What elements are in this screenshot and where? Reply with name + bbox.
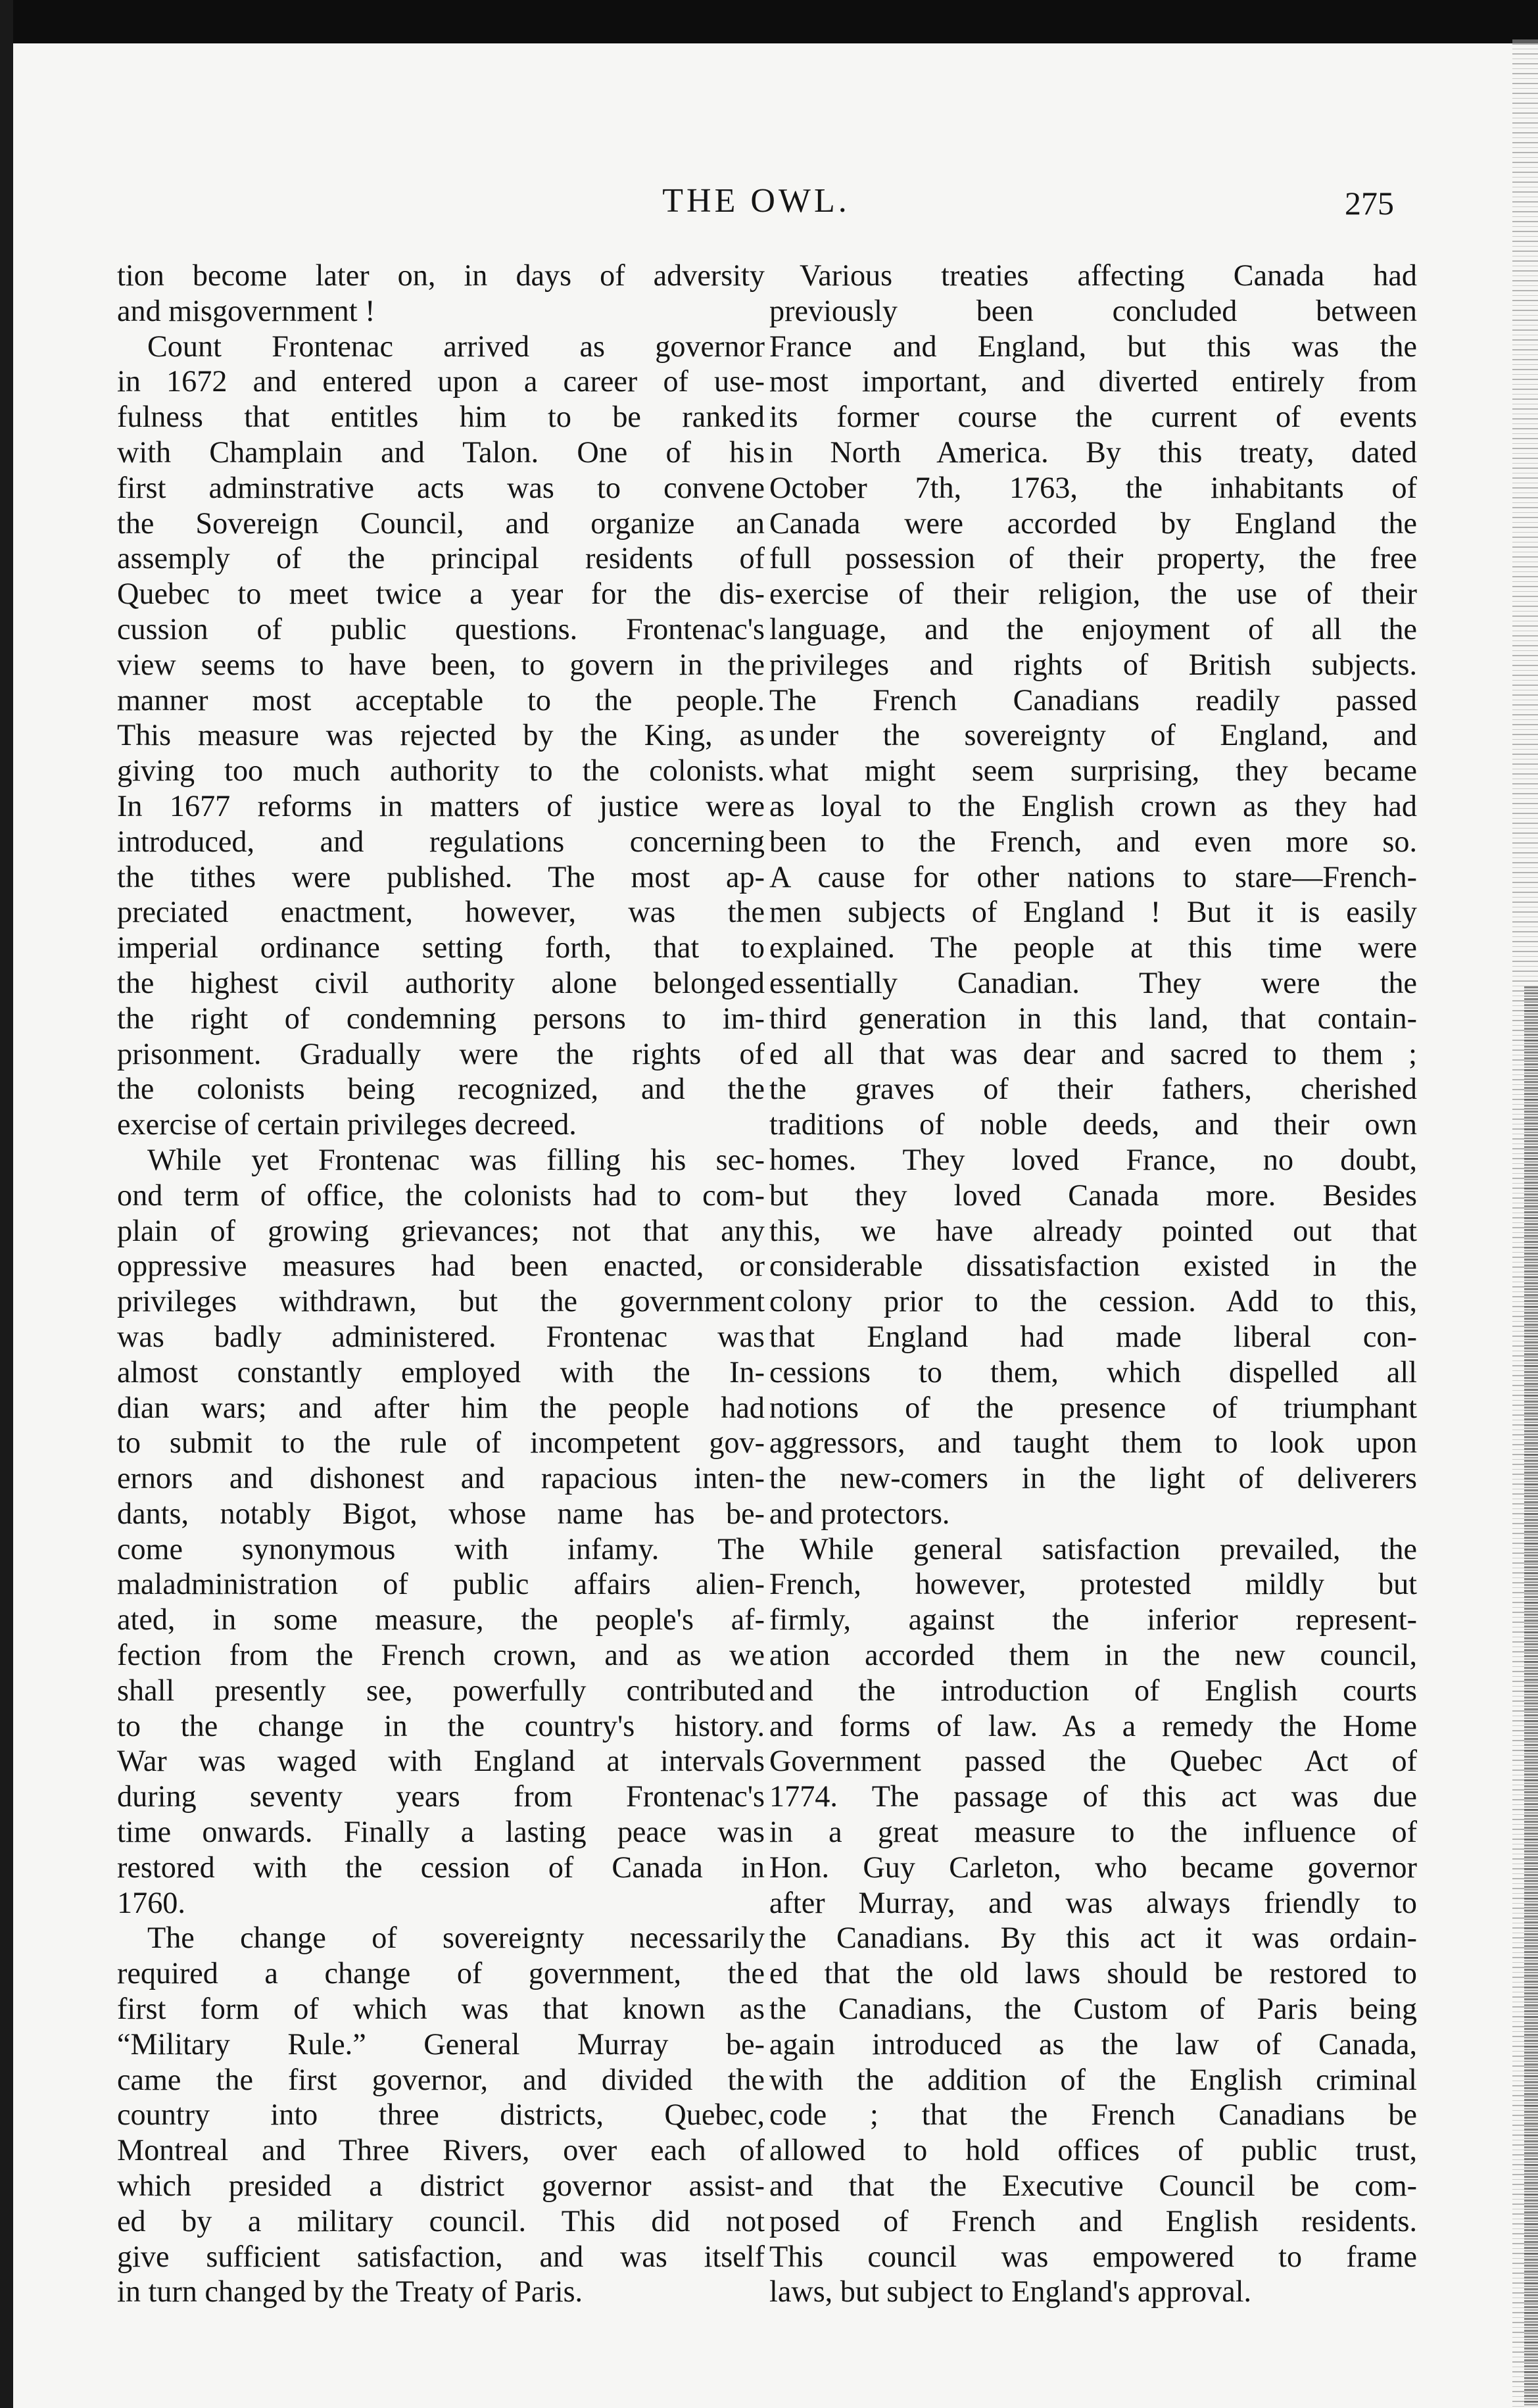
text-line: and misgovernment !	[117, 293, 375, 327]
text-line: under the sovereignty of England, and	[769, 718, 1417, 752]
text-line: during seventy years from Frontenac's	[117, 1779, 765, 1814]
text-line: 1774. The passage of this act was due	[769, 1779, 1417, 1814]
text-line: Quebec to meet twice a year for the dis-	[117, 577, 765, 611]
text-line: While general satisfaction prevailed, the	[800, 1531, 1417, 1566]
text-line: French, however, protested mildly but	[769, 1567, 1417, 1601]
text-line: exercise of certain privileges decreed.	[117, 1107, 577, 1142]
text-line: with Champlain and Talon. One of his	[117, 435, 765, 469]
text-line: the Canadians, the Custom of Paris being	[769, 1992, 1417, 2026]
text-line: “Military Rule.” General Murray be-	[117, 2027, 765, 2061]
text-line: country into three districts, Quebec,	[117, 2098, 765, 2132]
text-line: ond term of office, the colonists had to com-	[117, 1178, 765, 1212]
text-line: France and England, but this was the	[769, 329, 1417, 363]
text-line: first form of which was that known as	[117, 1992, 765, 2026]
text-line: Count Frontenac arrived as governor	[147, 329, 765, 363]
text-line: the graves of their fathers, cherished	[769, 1072, 1417, 1106]
running-title: THE OWL.	[662, 182, 850, 220]
page-number: 275	[1345, 185, 1394, 222]
text-line: fulness that entitles him to be ranked	[117, 400, 765, 434]
text-line: ed all that was dear and sacred to them ;	[769, 1036, 1417, 1071]
text-line: first adminstrative acts was to convene	[117, 470, 765, 504]
text-line: prisonment. Gradually were the rights of	[117, 1036, 765, 1071]
right-text-column	[769, 258, 1417, 2309]
text-line: giving too much authority to the colonists.	[117, 754, 765, 788]
text-line: to submit to the rule of incompetent gov-	[117, 1426, 765, 1460]
text-line: The French Canadians readily passed	[769, 683, 1417, 717]
text-line: come synonymous with infamy. The	[117, 1531, 765, 1566]
text-line: which presided a district governor assist-	[117, 2169, 765, 2203]
text-line: explained. The people at this time were	[769, 930, 1417, 965]
text-line: and forms of law. As a remedy the Home	[769, 1708, 1417, 1743]
text-line: Canada were accorded by England the	[769, 506, 1417, 540]
text-line: tion become later on, in days of adversity	[117, 258, 765, 292]
text-line: in a great measure to the influence of	[769, 1815, 1417, 1849]
text-line: laws, but subject to England's approval.	[769, 2275, 1252, 2309]
text-line: The change of sovereignty necessarily	[147, 1921, 765, 1955]
text-line: privileges withdrawn, but the government	[117, 1284, 765, 1318]
text-line: Various treaties affecting Canada had	[800, 258, 1417, 292]
text-line: homes. They loved France, no doubt,	[769, 1142, 1417, 1176]
text-line: ation accorded them in the new council,	[769, 1638, 1417, 1672]
text-line: the Sovereign Council, and organize an	[117, 506, 765, 540]
text-line: came the first governor, and divided the	[117, 2062, 765, 2096]
text-line: the colonists being recognized, and the	[117, 1072, 765, 1106]
text-line: again introduced as the law of Canada,	[769, 2027, 1417, 2061]
scan-top-border	[0, 0, 1538, 43]
text-line: essentially Canadian. They were the	[769, 965, 1417, 999]
text-line: third generation in this land, that contain-	[769, 1001, 1417, 1035]
text-line: maladministration of public affairs alien-	[117, 1567, 765, 1601]
text-line: War was waged with England at intervals	[117, 1744, 765, 1778]
text-line: been to the French, and even more so.	[769, 824, 1417, 858]
text-line: plain of growing grievances; not that any	[117, 1213, 765, 1247]
scan-right-edge-speckle	[1524, 986, 1538, 2407]
text-line: While yet Frontenac was filling his sec-	[147, 1142, 765, 1176]
text-line: assemply of the principal residents of	[117, 541, 765, 575]
text-line: preciated enactment, however, was the	[117, 895, 765, 929]
text-line: its former course the current of events	[769, 400, 1417, 434]
text-line: A cause for other nations to stare—French-	[769, 859, 1417, 894]
text-line: required a change of government, the	[117, 1956, 765, 1990]
left-text-column	[117, 258, 765, 2309]
text-line: notions of the presence of triumphant	[769, 1390, 1417, 1424]
text-line: what might seem surprising, they became	[769, 754, 1417, 788]
text-line: shall presently see, powerfully contributed	[117, 1673, 765, 1707]
text-line: ernors and dishonest and rapacious inten-	[117, 1461, 765, 1495]
text-line: ed by a military council. This did not	[117, 2203, 765, 2238]
text-line: cussion of public questions. Frontenac's	[117, 612, 765, 646]
text-line: this, we have already pointed out that	[769, 1213, 1417, 1247]
text-line: most important, and diverted entirely from	[769, 364, 1417, 398]
text-line: the highest civil authority alone belonged	[117, 965, 765, 999]
text-line: ated, in some measure, the people's af-	[117, 1602, 765, 1637]
text-line: give sufficient satisfaction, and was itself	[117, 2239, 765, 2273]
text-line: language, and the enjoyment of all the	[769, 612, 1417, 646]
text-line: and the introduction of English courts	[769, 1673, 1417, 1707]
text-line: the tithes were published. The most ap-	[117, 859, 765, 894]
text-line: previously been concluded between	[769, 293, 1417, 327]
text-line: privileges and rights of British subjects.	[769, 647, 1417, 681]
text-line: men subjects of England ! But it is easily	[769, 895, 1417, 929]
text-line: in turn changed by the Treaty of Paris.	[117, 2275, 583, 2309]
text-line: the new-comers in the light of deliverers	[769, 1461, 1417, 1495]
text-line: This measure was rejected by the King, as	[117, 718, 765, 752]
text-line: October 7th, 1763, the inhabitants of	[769, 470, 1417, 504]
text-line: as loyal to the English crown as they had	[769, 788, 1417, 823]
text-line: allowed to hold offices of public trust,	[769, 2133, 1417, 2167]
text-line: In 1677 reforms in matters of justice were	[117, 788, 765, 823]
text-line: code ; that the French Canadians be	[769, 2098, 1417, 2132]
text-line: that England had made liberal con-	[769, 1319, 1417, 1353]
text-line: aggressors, and taught them to look upon	[769, 1426, 1417, 1460]
text-line: Hon. Guy Carleton, who became governor	[769, 1850, 1417, 1884]
text-line: after Murray, and was always friendly to	[769, 1885, 1417, 1919]
text-line: ed that the old laws should be restored to	[769, 1956, 1417, 1990]
text-line: considerable dissatisfaction existed in the	[769, 1249, 1417, 1283]
text-line: and that the Executive Council be com-	[769, 2169, 1417, 2203]
text-line: manner most acceptable to the people.	[117, 683, 765, 717]
text-line: was badly administered. Frontenac was	[117, 1319, 765, 1353]
text-line: in North America. By this treaty, dated	[769, 435, 1417, 469]
text-line: firmly, against the inferior represent-	[769, 1602, 1417, 1637]
text-line: the right of condemning persons to im-	[117, 1001, 765, 1035]
text-line: introduced, and regulations concerning	[117, 824, 765, 858]
text-line: posed of French and English residents.	[769, 2203, 1417, 2238]
text-line: dants, notably Bigot, whose name has be-	[117, 1496, 765, 1530]
text-line: full possession of their property, the free	[769, 541, 1417, 575]
text-line: oppressive measures had been enacted, or	[117, 1249, 765, 1283]
text-line: imperial ordinance setting forth, that to	[117, 930, 765, 965]
text-line: cessions to them, which dispelled all	[769, 1355, 1417, 1389]
text-line: with the addition of the English criminal	[769, 2062, 1417, 2096]
text-line: restored with the cession of Canada in	[117, 1850, 765, 1884]
text-line: the Canadians. By this act it was ordain-	[769, 1921, 1417, 1955]
text-line: exercise of their religion, the use of their	[769, 577, 1417, 611]
text-line: This council was empowered to frame	[769, 2239, 1417, 2273]
text-line: Montreal and Three Rivers, over each of	[117, 2133, 765, 2167]
text-line: dian wars; and after him the people had	[117, 1390, 765, 1424]
scan-left-border	[0, 0, 13, 2408]
text-line: view seems to have been, to govern in the	[117, 647, 765, 681]
text-line: almost constantly employed with the In-	[117, 1355, 765, 1389]
text-line: Government passed the Quebec Act of	[769, 1744, 1417, 1778]
text-line: and protectors.	[769, 1496, 950, 1530]
text-line: fection from the French crown, and as we	[117, 1638, 765, 1672]
text-line: in 1672 and entered upon a career of use-	[117, 364, 765, 398]
text-line: colony prior to the cession. Add to this,	[769, 1284, 1417, 1318]
text-line: 1760.	[117, 1885, 185, 1919]
text-line: but they loved Canada more. Besides	[769, 1178, 1417, 1212]
text-line: to the change in the country's history.	[117, 1708, 765, 1743]
text-line: traditions of noble deeds, and their own	[769, 1107, 1417, 1142]
text-line: time onwards. Finally a lasting peace was	[117, 1815, 765, 1849]
